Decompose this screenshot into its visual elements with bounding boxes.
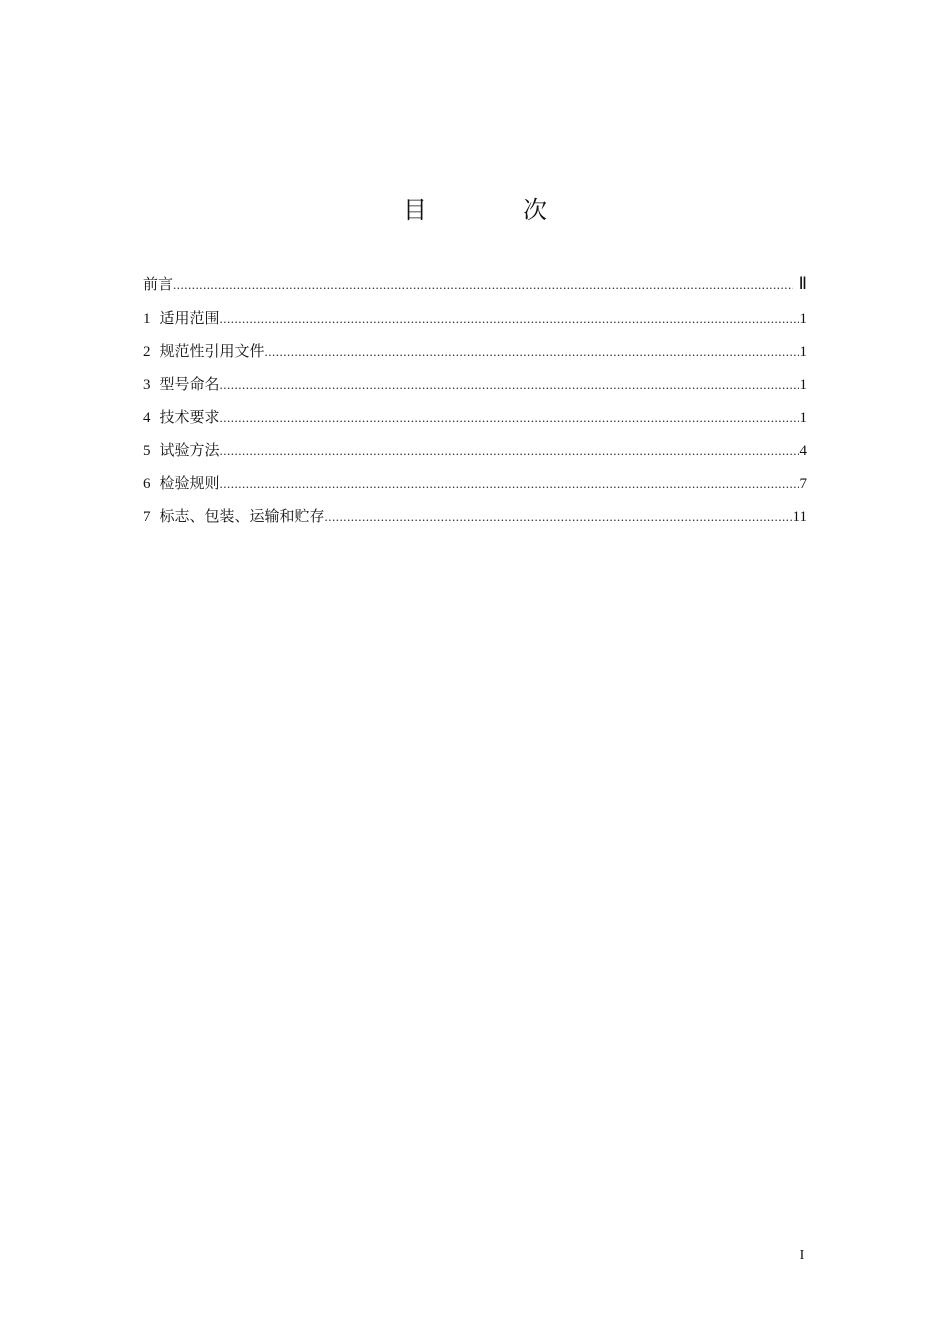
toc-entry-3[interactable] — [143, 371, 807, 404]
toc-entry-page: 1 — [799, 377, 807, 393]
toc-entry-number: 7 — [143, 509, 151, 525]
toc-entry-number: 3 — [143, 377, 151, 393]
toc-entry-page: 7 — [799, 476, 807, 492]
toc-entry-label: 前言 — [143, 275, 174, 293]
toc-dot-leader — [220, 470, 799, 497]
toc-entry-4[interactable] — [143, 404, 807, 437]
toc-entry-label: 规范性引用文件 — [159, 342, 265, 360]
toc-entry-5[interactable] — [143, 437, 807, 470]
toc-entry-number: 4 — [143, 410, 151, 426]
toc-entry-number: 5 — [143, 443, 151, 459]
toc-entry-page: 1 — [799, 410, 807, 426]
toc-entry-label: 检验规则 — [159, 474, 220, 492]
toc-entry-page: 11 — [792, 509, 807, 525]
toc-entry-page: 4 — [799, 443, 807, 459]
toc-entry-foreword[interactable] — [143, 270, 807, 305]
toc-entry-page: 1 — [799, 344, 807, 360]
toc-entry-6[interactable] — [143, 470, 807, 503]
toc-dot-leader — [220, 404, 799, 431]
toc-dot-leader — [325, 503, 792, 530]
toc-entry-number: 6 — [143, 476, 151, 492]
toc-entry-2[interactable] — [143, 338, 807, 371]
toc-entry-page: Ⅱ — [798, 274, 807, 293]
toc-entry-label: 型号命名 — [159, 375, 220, 393]
toc-dot-leader — [220, 437, 799, 464]
toc-entry-label: 适用范围 — [159, 309, 220, 327]
toc-entry-label: 标志、包装、运输和贮存 — [159, 507, 325, 525]
toc-dot-leader — [265, 338, 799, 365]
toc-entry-7[interactable] — [143, 503, 807, 536]
toc-dot-leader — [220, 305, 799, 332]
page-number: I — [799, 1248, 805, 1263]
toc-entry-label: 试验方法 — [159, 441, 220, 459]
toc-entry-1[interactable] — [143, 305, 807, 338]
toc-entry-label: 技术要求 — [159, 408, 220, 426]
table-of-contents — [143, 270, 807, 536]
page-title: 目 次 — [403, 196, 583, 224]
toc-entry-number: 2 — [143, 344, 151, 360]
toc-dot-leader — [220, 371, 799, 398]
toc-dot-leader — [173, 271, 793, 298]
toc-entry-number: 1 — [143, 311, 151, 327]
toc-entry-page: 1 — [799, 311, 807, 327]
